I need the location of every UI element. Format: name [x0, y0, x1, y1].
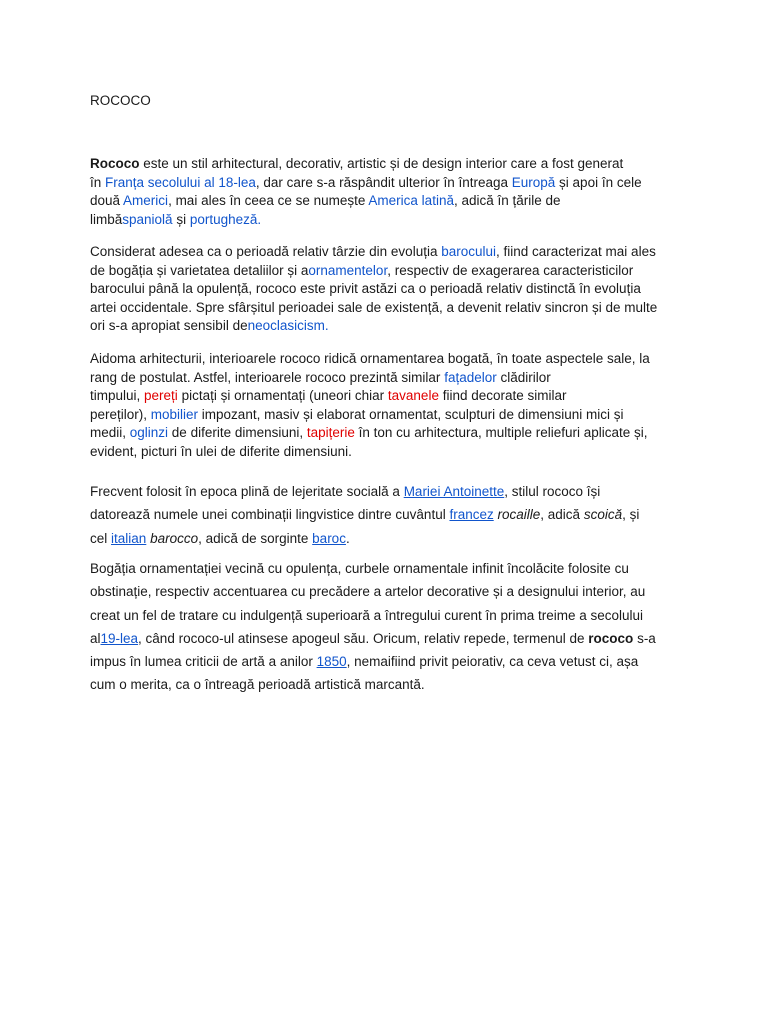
- link-baroc[interactable]: baroc: [312, 530, 346, 546]
- text-run: rang de postulat. Astfel, interioarele rococo prezintă similar: [90, 369, 445, 385]
- bold-term: rococo: [588, 630, 634, 646]
- text-run: cel: [90, 530, 112, 546]
- paragraph-baroc: [90, 243, 690, 336]
- text-run: este un stil arhitectural, decorativ, artistic și de design interior care a fost generat: [139, 156, 624, 171]
- link-tavanele[interactable]: tavanele: [387, 388, 439, 404]
- text-run: al: [90, 630, 101, 646]
- text-run: și: [172, 211, 190, 227]
- text-run: impozant, masiv și elaborat ornamentat, sculpturi de dimensiuni mici și: [198, 406, 624, 422]
- text-run: impus în lumea criticii de artă a anilor: [90, 654, 317, 670]
- text-run: , respectiv de exagerarea caracteristicilor: [387, 262, 634, 278]
- text-run: , mai ales în ceea ce se numește: [168, 193, 369, 209]
- link-tapiterie[interactable]: tapițerie: [306, 425, 355, 441]
- paragraph-etimologie: [90, 480, 690, 550]
- text-run: clădirilor: [496, 369, 551, 385]
- text-run: Considerat adesea ca o perioadă relativ târzie din evoluția: [90, 244, 442, 259]
- text-run: medii,: [90, 425, 130, 441]
- link-fatadelor[interactable]: fațadelor: [444, 369, 497, 385]
- document-title: ROCOCO: [90, 93, 151, 108]
- link-oglinzi[interactable]: oglinzi: [129, 425, 169, 441]
- text-run: timpului,: [90, 388, 145, 404]
- text-run: pereților),: [90, 406, 151, 422]
- link-1850[interactable]: 1850: [316, 654, 347, 670]
- text-run: .: [345, 530, 350, 546]
- link-franta-secolului[interactable]: Franța secolului al 18-lea: [105, 174, 256, 190]
- paragraph-intro: [90, 155, 690, 229]
- text-line: cum o merita, ca o întreagă perioadă artistică marcantă.: [90, 677, 425, 693]
- text-run: , adică: [540, 507, 584, 523]
- text-run: , și: [622, 507, 640, 523]
- text-line: Bogăția ornamentației vecină cu opulența, curbele ornamentale infinit încolăcite folosite cu: [90, 561, 629, 576]
- text-run: , adică în țările de: [453, 193, 561, 209]
- link-europa[interactable]: Europă: [511, 174, 556, 190]
- italic-term: barocco: [150, 530, 199, 546]
- text-run: de diferite dimensiuni,: [168, 425, 307, 441]
- link-neoclasicism[interactable]: neoclasicism.: [247, 318, 329, 334]
- text-run: în ton cu arhitectura, multiple reliefuri aplicate și,: [354, 425, 648, 441]
- link-mariei-antoinette[interactable]: Mariei Antoinette: [403, 484, 505, 499]
- text-run: , stilul rococo își: [504, 484, 601, 499]
- text-run: limbă: [90, 211, 123, 227]
- text-run: pictați și ornamentați (uneori chiar: [177, 388, 388, 404]
- text-run: , când rococo-ul atinsese apogeul său. Oricum, relativ repede, termenul de: [138, 630, 589, 646]
- link-francez[interactable]: francez: [449, 507, 494, 523]
- link-americi[interactable]: Americi: [123, 193, 169, 209]
- text-line: evident, picturi în ulei de diferite dimensiuni.: [90, 443, 352, 459]
- text-run: și apoi în cele: [555, 174, 642, 190]
- link-19-lea[interactable]: 19-lea: [100, 630, 139, 646]
- link-spaniola[interactable]: spaniolă: [122, 211, 173, 227]
- text-run: s-a: [633, 630, 656, 646]
- text-run: , fiind caracterizat mai ales: [496, 244, 656, 259]
- text-run: , adică de sorginte: [198, 530, 313, 546]
- italic-term: rocaille: [497, 507, 541, 523]
- paragraph-interioare: [90, 350, 690, 462]
- text-run: datorează numele unei combinații lingvistice dintre cuvântul: [90, 507, 450, 523]
- link-mobilier[interactable]: mobilier: [150, 406, 199, 422]
- text-run: două: [90, 193, 124, 209]
- link-portugheza[interactable]: portugheză.: [189, 211, 262, 227]
- text-line: Aidoma arhitecturii, interioarele rococo ridică ornamentarea bogată, în toate aspectele sale, la: [90, 351, 650, 366]
- text-line: creat un fel de tratare cu indulgență superioară a întregului curent în prima treime a secolului: [90, 607, 644, 623]
- text-line: obstinație, respectiv accentuarea cu precădere a artelor decorative și a designului interior, au: [90, 584, 646, 600]
- text-run: de bogăția și varietatea detaliilor și a: [90, 262, 309, 278]
- paragraph-ornamentatie: [90, 557, 690, 697]
- text-run: , dar care s-a răspândit ulterior în întreaga: [255, 174, 512, 190]
- text-line: artei occidentale. Spre sfârșitul perioadei sale de existență, a devenit relativ sincron și de multe: [90, 299, 658, 315]
- italic-term: scoică: [583, 507, 623, 523]
- bold-term: Rococo: [90, 156, 140, 171]
- link-ornamentelor[interactable]: ornamentelor: [308, 262, 388, 278]
- text-run: în: [90, 174, 106, 190]
- link-italian[interactable]: italian: [111, 530, 147, 546]
- text-run: Frecvent folosit în epoca plină de lejeritate socială a: [90, 484, 404, 499]
- text-line: barocului până la opulență, rococo este privit astăzi ca o perioadă relativ distinctă în evoluția: [90, 281, 641, 297]
- link-pereti[interactable]: pereți: [144, 388, 178, 404]
- text-run: fiind decorate similar: [438, 388, 567, 404]
- link-barocului[interactable]: barocului: [441, 244, 497, 259]
- text-run: , nemaifiind privit peiorativ, ca ceva vetust ci, așa: [346, 654, 639, 670]
- link-america-latina[interactable]: America latină: [368, 193, 454, 209]
- text-run: ori s-a apropiat sensibil de: [90, 318, 248, 334]
